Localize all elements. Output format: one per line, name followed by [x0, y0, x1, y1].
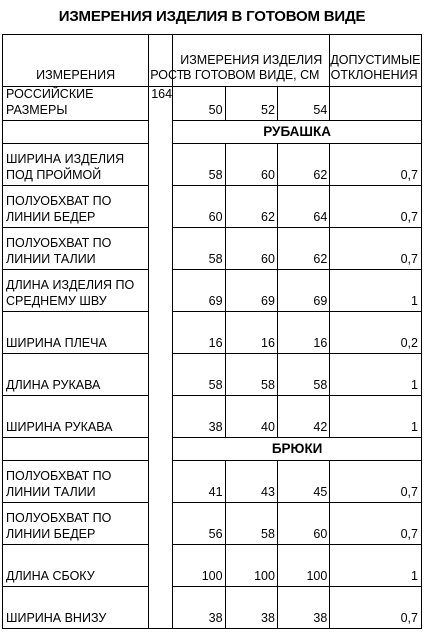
measurement-value: 43	[225, 461, 277, 503]
measurement-value: 100	[225, 545, 277, 587]
tolerance-value: 0,7	[330, 228, 422, 270]
measurement-value: 16	[225, 312, 277, 354]
table-row	[3, 228, 422, 270]
tolerance-value: 0,7	[330, 587, 422, 629]
tolerance-value: 1	[330, 545, 422, 587]
size-value: 52	[225, 87, 277, 121]
measurement-value: 58	[173, 354, 225, 396]
header-measure: ИЗМЕРЕНИЯ	[3, 35, 149, 87]
tolerance-value: 0,7	[330, 186, 422, 228]
table-row	[3, 144, 422, 186]
measurement-value: 58	[225, 354, 277, 396]
measurements-table	[2, 34, 422, 629]
measurement-value: 38	[277, 587, 329, 629]
measurement-value: 100	[277, 545, 329, 587]
tolerance-value: 0,7	[330, 461, 422, 503]
table-row	[3, 312, 422, 354]
header-height: РОСТ	[149, 35, 173, 87]
section-row	[3, 438, 422, 461]
measurement-value: 58	[173, 228, 225, 270]
size-value: 54	[277, 87, 329, 121]
measurement-value: 56	[173, 503, 225, 545]
measurement-label: ДЛИНА СБОКУ	[3, 545, 149, 587]
measurement-label: ШИРИНА ВНИЗУ	[3, 587, 149, 629]
tolerance-value: 1	[330, 396, 422, 438]
measurement-value: 16	[277, 312, 329, 354]
sizes-label: РОССИЙСКИЕ РАЗМЕРЫ	[3, 87, 149, 121]
table-row	[3, 545, 422, 587]
measurement-value: 38	[225, 587, 277, 629]
height-value: 164	[149, 87, 173, 629]
measurement-value: 69	[173, 270, 225, 312]
measurement-value: 100	[173, 545, 225, 587]
measurement-label: ШИРИНА ПЛЕЧА	[3, 312, 149, 354]
measurement-value: 45	[277, 461, 329, 503]
measurement-value: 62	[225, 186, 277, 228]
measurement-value: 58	[277, 354, 329, 396]
measurement-value: 16	[173, 312, 225, 354]
tolerance-value: 1	[330, 354, 422, 396]
measurement-value: 69	[225, 270, 277, 312]
measurement-value: 58	[225, 503, 277, 545]
table-row	[3, 186, 422, 228]
measurement-value: 60	[225, 228, 277, 270]
measurement-value: 64	[277, 186, 329, 228]
measurement-value: 69	[277, 270, 329, 312]
measurement-value: 62	[277, 144, 329, 186]
section-title: БРЮКИ	[173, 438, 422, 461]
table-row	[3, 587, 422, 629]
measurement-label: ПОЛУОБХВАТ ПО ЛИНИИ ТАЛИИ	[3, 228, 149, 270]
table-row	[3, 503, 422, 545]
measurement-value: 41	[173, 461, 225, 503]
measurement-value: 60	[225, 144, 277, 186]
measurement-value: 60	[173, 186, 225, 228]
measurement-value: 60	[277, 503, 329, 545]
header-values: ИЗМЕРЕНИЯ ИЗДЕЛИЯ В ГОТОВОМ ВИДЕ, СМ	[173, 35, 330, 87]
measurement-value: 38	[173, 587, 225, 629]
measurement-value: 40	[225, 396, 277, 438]
sizes-tolerance-empty	[330, 87, 422, 121]
measurement-label: ПОЛУОБХВАТ ПО ЛИНИИ ТАЛИИ	[3, 461, 149, 503]
header-row	[3, 35, 422, 87]
tolerance-value: 0,7	[330, 144, 422, 186]
sizes-row	[3, 87, 422, 121]
tolerance-value: 1	[330, 270, 422, 312]
size-value: 50	[173, 87, 225, 121]
table-row	[3, 461, 422, 503]
measurement-label: ПОЛУОБХВАТ ПО ЛИНИИ БЕДЕР	[3, 503, 149, 545]
section-title: РУБАШКА	[173, 121, 422, 144]
tolerance-value: 0,2	[330, 312, 422, 354]
measurement-value: 62	[277, 228, 329, 270]
table-row	[3, 354, 422, 396]
measurement-value: 38	[173, 396, 225, 438]
table-row	[3, 270, 422, 312]
measurement-value: 58	[173, 144, 225, 186]
header-tolerance: ДОПУСТИМЫЕ ОТКЛОНЕНИЯ	[330, 35, 422, 87]
section-row	[3, 121, 422, 144]
measurement-label: ДЛИНА ИЗДЕЛИЯ ПО СРЕДНЕМУ ШВУ	[3, 270, 149, 312]
measurement-value: 42	[277, 396, 329, 438]
measurement-label: ШИРИНА ИЗДЕЛИЯ ПОД ПРОЙМОЙ	[3, 144, 149, 186]
measurement-label: ШИРИНА РУКАВА	[3, 396, 149, 438]
measurement-label: ДЛИНА РУКАВА	[3, 354, 149, 396]
measurement-label: ПОЛУОБХВАТ ПО ЛИНИИ БЕДЕР	[3, 186, 149, 228]
table-row	[3, 396, 422, 438]
page-title: ИЗМЕРЕНИЯ ИЗДЕЛИЯ В ГОТОВОМ ВИДЕ	[58, 8, 366, 25]
section-empty-cell	[3, 121, 149, 144]
tolerance-value: 0,7	[330, 503, 422, 545]
section-empty-cell	[3, 438, 149, 461]
